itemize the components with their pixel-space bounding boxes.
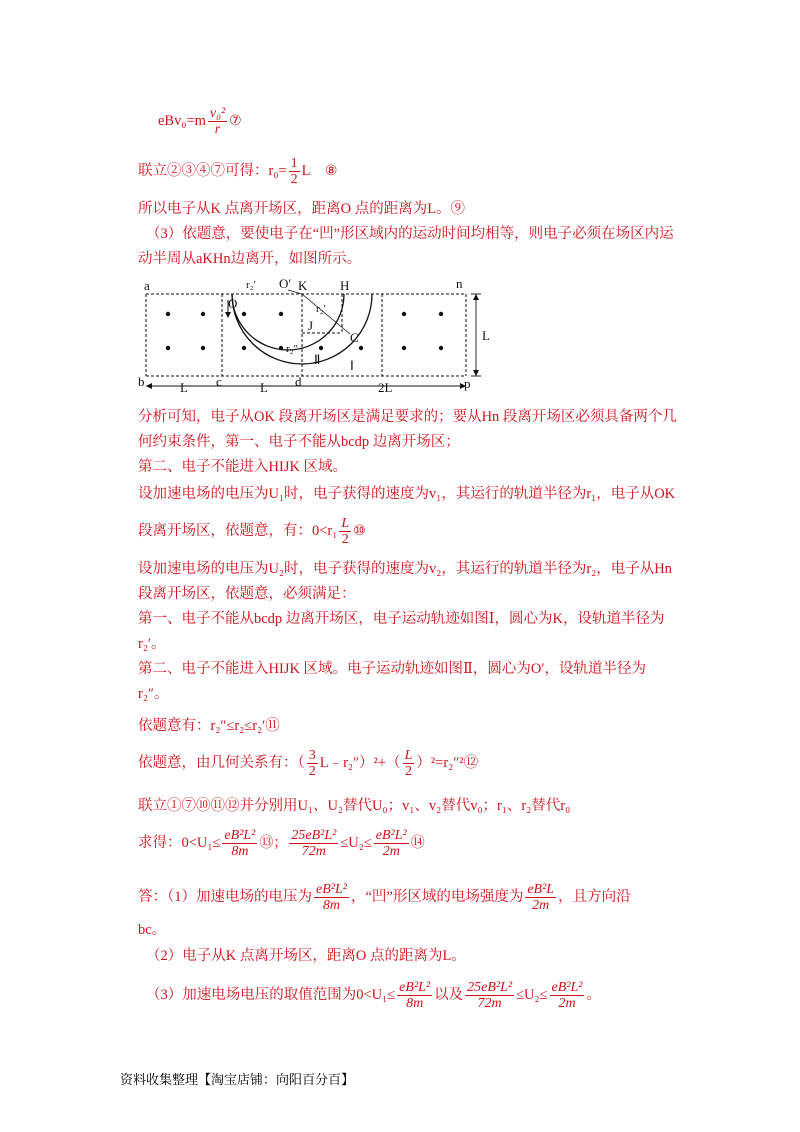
frac-num: eB²L² <box>375 828 407 843</box>
frac-den: 2 <box>341 532 349 547</box>
frac-den: 8m <box>406 996 424 1011</box>
frac-den: 2 <box>290 172 298 187</box>
frac-num: L <box>341 516 350 531</box>
text: 答：（1）加速电场的电压为 <box>138 888 312 905</box>
cond1-line1: 第一、电子不能从bcdp 边离开场区，电子运动轨迹如图Ⅰ，圆心为K，设轨道半径为 <box>138 611 665 627</box>
text: 。 <box>586 986 601 1003</box>
label-p: p <box>464 376 471 391</box>
frac-num: 3 <box>308 748 316 763</box>
label-d: d <box>295 374 302 389</box>
frac-den: 2m <box>382 844 400 859</box>
eq-mark: ⑧ <box>324 162 338 179</box>
text: L﹣r₂″）²+（ <box>319 754 401 771</box>
frac-num: 1 <box>290 156 298 171</box>
analysis-line3: 第二、电子不能进入HIJK 区域。 <box>138 459 348 475</box>
fraction <box>465 980 514 1011</box>
field-diagram <box>136 276 496 396</box>
frac-num: 25eB²L² <box>467 980 513 995</box>
frac-den: 72m <box>477 996 502 1011</box>
frac-num: eB²L² <box>316 882 347 897</box>
label-r2-double-prime: r₂″ <box>286 343 299 355</box>
geom-line <box>138 748 478 779</box>
label-a: a <box>144 278 150 293</box>
fraction <box>397 980 432 1011</box>
cond2-line1: 第二、电子不能进入HIJK 区域。电子运动轨迹如图Ⅱ，圆心为O′，设轨道半径为 <box>138 661 647 677</box>
cond1-line2: r₂′。 <box>138 636 166 652</box>
text: ≤U₂≤ <box>516 986 548 1003</box>
frac-den: 2m <box>532 898 550 913</box>
frac-den: 72m <box>301 844 326 859</box>
label-n: n <box>456 276 463 291</box>
text: L <box>301 162 311 179</box>
frac-num: eB²L² <box>224 828 256 843</box>
frac-num: v₀² <box>209 106 226 121</box>
fraction <box>222 828 257 859</box>
label-J: J <box>308 318 314 333</box>
text: ，“凹”形区域的电场强度为 <box>350 888 524 905</box>
fraction <box>314 882 349 913</box>
formula-line <box>158 106 242 137</box>
answer-2: （2）电子从K 点离开场区，距离O 点的距离为L。 <box>146 948 466 964</box>
label-r2-prime-inner: r₂′ <box>316 303 326 315</box>
frac-den: 8m <box>322 898 341 913</box>
label-H: H <box>340 278 350 293</box>
text: （3）加速电场电压的取值范围为0<U₁≤ <box>146 986 396 1003</box>
formula-lhs: eBv₀=m <box>158 112 206 129</box>
fraction <box>339 516 351 547</box>
label-L-cd: L <box>260 380 268 395</box>
label-I: Ⅰ <box>350 358 354 373</box>
combine-line-2: 联立①⑦⑩⑪⑫并分别用U₁、U₂替代U₀；v₁、v₂替代v₀；r₁、r₂替代r₀ <box>138 798 571 814</box>
u2-line2: 段离开场区，依题意，必须满足： <box>138 586 356 602</box>
frac-den: 2m <box>558 996 576 1011</box>
para3-line2: 动半周从aKHn边离开，如图所示。 <box>138 251 362 267</box>
u1-line1: 设加速电场的电压为U₁时，电子获得的速度为v₁，其运行的轨道半径为r₁，电子从OK <box>138 486 676 502</box>
frac-num: L <box>404 748 413 763</box>
fraction <box>208 106 227 137</box>
cond2-line2: r₂″。 <box>138 686 169 702</box>
text: ，且方向沿 <box>558 888 631 905</box>
fraction <box>403 748 415 779</box>
label-L-bc: L <box>180 380 188 395</box>
frac-den: r <box>214 122 221 137</box>
answer-3 <box>146 980 601 1011</box>
ineq-line: 依题意有：r₂″≤r₂≤r₂′⑪ <box>138 718 280 734</box>
combine-line-1 <box>138 156 337 187</box>
result-line <box>138 828 425 859</box>
fraction <box>374 828 409 859</box>
label-O-prime: O′ <box>279 276 292 291</box>
u2-line1: 设加速电场的电压为U₂时，电子获得的速度为v₂，其运行的轨道半径为r₂，电子从Hn <box>138 561 672 577</box>
label-2L: 2L <box>378 380 393 395</box>
text: 段离开场区，依题意，有：0<r₁ <box>138 522 338 539</box>
u1-line2 <box>138 516 366 547</box>
fraction <box>525 882 556 913</box>
eq-mark: ⑦ <box>229 112 242 129</box>
analysis-line2: 何约束条件，第一、电子不能从bcdp 边离开场区； <box>138 434 460 450</box>
fraction <box>307 748 318 779</box>
frac-den: 8m <box>231 844 249 859</box>
page-footer: 资料收集整理【淘宝店铺：向阳百分百】 <box>120 1073 355 1088</box>
frac-den: 2 <box>308 764 316 779</box>
text: 依题意，由几何关系有：（ <box>138 754 305 771</box>
label-O: O <box>228 296 238 311</box>
label-II: Ⅱ <box>314 352 321 367</box>
label-r2-prime-top: r₂′ <box>246 279 256 291</box>
frac-num: eB²L <box>527 882 555 897</box>
frac-num: eB²L² <box>399 980 431 995</box>
text: 以及 <box>434 986 464 1003</box>
frac-den: 2 <box>404 764 412 779</box>
eq-mark: ⑭ <box>410 834 425 851</box>
label-b: b <box>138 374 145 389</box>
answer-1 <box>138 882 631 913</box>
frac-num: 25eB²L² <box>291 828 337 843</box>
text: ）²=r₂″²⑫ <box>416 754 479 771</box>
fraction <box>289 156 300 187</box>
text: 求得：0<U₁≤ <box>138 834 221 851</box>
text: 联立②③④⑦可得：r₀= <box>138 162 287 179</box>
eq-mark: ⑬； <box>259 834 288 851</box>
para3-line1: （3）依题意，要使电子在“凹”形区域内的运动时间均相等，则电子必须在场区内运 <box>146 226 674 242</box>
fraction <box>550 980 585 1011</box>
frac-num: eB²L² <box>551 980 583 995</box>
analysis-line1: 分析可知，电子从OK 段离开场区是满足要求的；要从Hn 段离开场区必须具备两个几 <box>138 409 677 425</box>
fraction <box>289 828 338 859</box>
label-L-right: L <box>482 328 490 343</box>
text: ≤U₂≤ <box>340 834 372 851</box>
eq-mark: ⑩ <box>353 522 366 539</box>
label-C: C <box>350 330 359 345</box>
answer-1-cont: bc。 <box>138 922 167 938</box>
label-K: K <box>298 278 308 293</box>
label-c: c <box>216 374 222 389</box>
conclusion-line: 所以电子从K 点离开场区，距离O 点的距离为L。⑨ <box>138 201 466 217</box>
